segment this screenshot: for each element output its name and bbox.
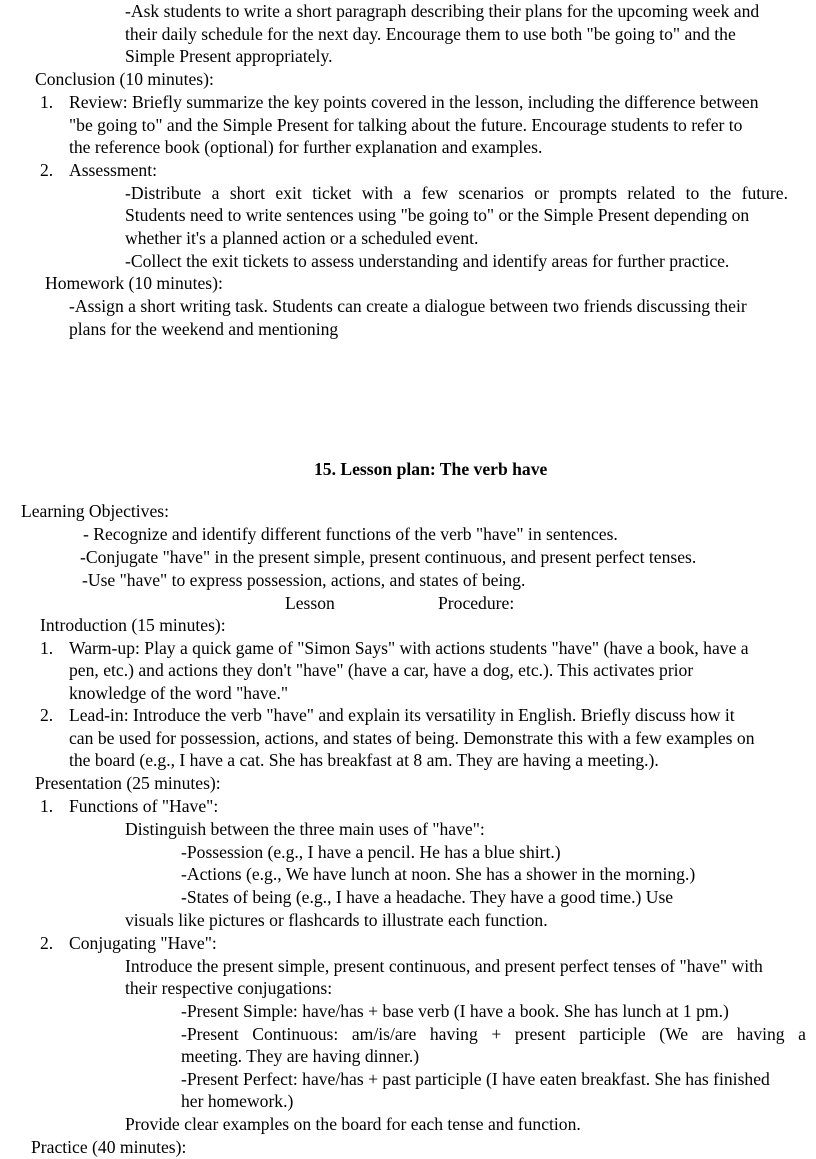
warmup-line: pen, etc.) and actions they don't "have" (have a car, have a dog, etc.). This activates prior: [69, 660, 694, 680]
function-item: -States of being (e.g., I have a headache. They have a good time.) Use: [181, 887, 674, 907]
assessment-line: -Distribute a short exit ticket with a few scenarios or prompts related to the future.: [125, 183, 788, 203]
assessment-heading: Assessment:: [69, 160, 157, 180]
objectives-heading: Learning Objectives:: [21, 501, 170, 521]
review-line: Review: Briefly summarize the key points covered in the lesson, including the difference between: [69, 92, 759, 112]
list-number: 2.: [40, 160, 54, 180]
list-number: 1.: [40, 638, 54, 658]
function-item: -Possession (e.g., I have a pencil. He has a blue shirt.): [181, 842, 561, 862]
list-number: 1.: [40, 796, 54, 816]
conjugation-item: -Present Continuous: am/is/are having + present participle (We are having a: [181, 1024, 806, 1044]
conjugating-heading: Conjugating "Have":: [69, 933, 217, 953]
list-number: 1.: [40, 92, 54, 112]
conjugation-item: -Present Simple: have/has + base verb (I have a book. She has lunch at 1 pm.): [181, 1001, 729, 1021]
functions-intro: Distinguish between the three main uses of "have":: [125, 819, 485, 839]
procedure-heading-word: Procedure:: [438, 593, 515, 613]
conjugation-item: -Present Perfect: have/has + past participle (I have eaten breakfast. She has finished: [181, 1069, 770, 1089]
list-number: 2.: [40, 705, 54, 725]
conjugating-closing: Provide clear examples on the board for each tense and function.: [125, 1114, 581, 1134]
assessment-line: Students need to write sentences using "be going to" or the Simple Present depending on: [125, 205, 750, 225]
paragraph-task-line: Simple Present appropriately.: [125, 46, 333, 66]
leadin-line: Lead-in: Introduce the verb "have" and explain its versatility in English. Briefly discuss how it: [69, 705, 735, 725]
assessment-line: -Collect the exit tickets to assess understanding and identify areas for further practice.: [125, 251, 730, 271]
objective-item: -Use "have" to express possession, actions, and states of being.: [82, 570, 526, 590]
leadin-line: can be used for possession, actions, and states of being. Demonstrate this with a few examples on: [69, 728, 755, 748]
conjugating-intro: Introduce the present simple, present continuous, and present perfect tenses of "have" with: [125, 956, 763, 976]
lesson-title: 15. Lesson plan: The verb have: [314, 459, 548, 479]
assessment-line: whether it's a planned action or a scheduled event.: [125, 228, 479, 248]
list-number: 2.: [40, 933, 54, 953]
review-line: "be going to" and the Simple Present for talking about the future. Encourage students to refer to: [69, 115, 743, 135]
conjugation-item: her homework.): [181, 1091, 294, 1111]
paragraph-task-line: their daily schedule for the next day. Encourage them to use both "be going to" and the: [125, 24, 736, 44]
functions-visuals: visuals like pictures or flashcards to illustrate each function.: [125, 910, 548, 930]
review-line: the reference book (optional) for further explanation and examples.: [69, 137, 543, 157]
warmup-line: Warm-up: Play a quick game of "Simon Says" with actions students "have" (have a book, have a: [69, 638, 749, 658]
functions-heading: Functions of "Have":: [69, 796, 219, 816]
function-item: -Actions (e.g., We have lunch at noon. She has a shower in the morning.): [181, 864, 696, 884]
practice-heading: Practice (40 minutes):: [31, 1137, 187, 1157]
introduction-heading: Introduction (15 minutes):: [40, 615, 226, 635]
objective-item: - Recognize and identify different functions of the verb "have" in sentences.: [83, 524, 618, 544]
homework-line: plans for the weekend and mentioning: [69, 319, 339, 339]
objective-item: -Conjugate "have" in the present simple, present continuous, and present perfect tenses.: [80, 547, 697, 567]
paragraph-task-line: -Ask students to write a short paragraph describing their plans for the upcoming week and: [125, 1, 760, 21]
conjugating-intro: their respective conjugations:: [125, 978, 333, 998]
leadin-line: the board (e.g., I have a cat. She has breakfast at 8 am. They are having a meeting.).: [69, 750, 659, 770]
homework-line: -Assign a short writing task. Students can create a dialogue between two friends discussing their: [69, 296, 747, 316]
conclusion-heading: Conclusion (10 minutes):: [35, 69, 214, 89]
presentation-heading: Presentation (25 minutes):: [35, 773, 221, 793]
warmup-line: knowledge of the word "have.": [69, 683, 289, 703]
procedure-heading-word: Lesson: [285, 593, 335, 613]
conjugation-item: meeting. They are having dinner.): [181, 1046, 420, 1066]
homework-heading: Homework (10 minutes):: [45, 273, 223, 293]
